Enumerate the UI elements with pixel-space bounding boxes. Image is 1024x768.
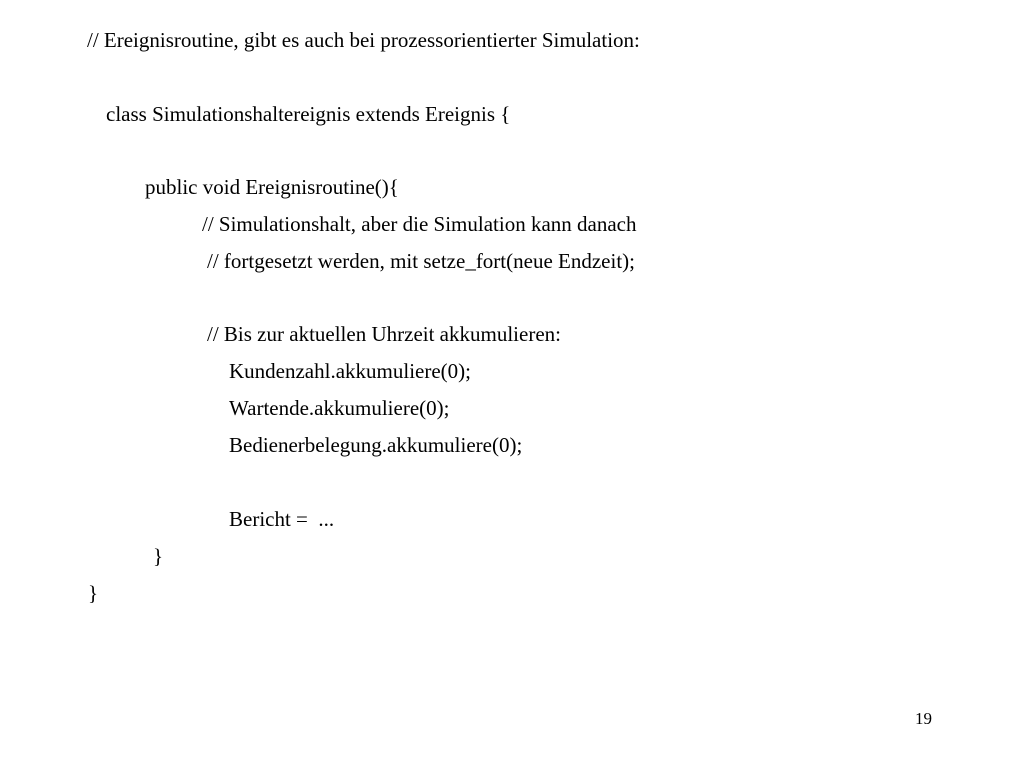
code-comment-line: // Ereignisroutine, gibt es auch bei prozessorientierter Simulation:	[87, 28, 640, 52]
code-comment-line: // Bis zur aktuellen Uhrzeit akkumulieren:	[207, 322, 561, 346]
code-comment-line: // Simulationshalt, aber die Simulation kann danach	[202, 212, 637, 236]
page-number: 19	[915, 709, 932, 728]
class-closing-brace: }	[88, 581, 99, 605]
code-statement-line: Bedienerbelegung.akkumuliere(0);	[229, 433, 523, 457]
code-statement-line: Bericht = ...	[229, 507, 335, 531]
code-statement-line: Kundenzahl.akkumuliere(0);	[229, 359, 471, 383]
class-declaration-line: class Simulationshaltereignis extends Ereignis {	[106, 102, 511, 126]
code-statement-line: Wartende.akkumuliere(0);	[229, 396, 450, 420]
code-comment-line: // fortgesetzt werden, mit setze_fort(neue Endzeit);	[207, 249, 635, 273]
method-declaration-line: public void Ereignisroutine(){	[145, 175, 399, 199]
method-closing-brace: }	[153, 544, 164, 568]
